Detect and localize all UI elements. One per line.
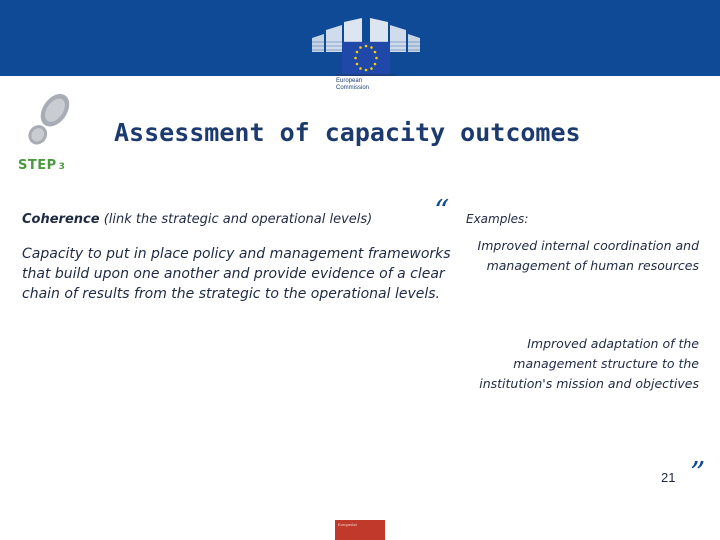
- step-number: 3: [58, 162, 66, 172]
- coherence-heading: [22, 212, 372, 227]
- europeaid-logo-text: EuropeAid: [338, 522, 357, 527]
- capacity-paragraph: Capacity to put in place policy and management frameworks that build upon one another and provide evidence of a clear chain of results from the strategic to the operational levels.: [22, 246, 451, 302]
- european-commission-label: European Commission: [336, 78, 370, 91]
- footprint-icon: [14, 82, 84, 152]
- coherence-bold: Coherence: [22, 212, 100, 227]
- page-number: 21: [661, 470, 676, 485]
- step-label: [18, 158, 65, 173]
- coherence-description: (link the strategic and operational levels): [99, 212, 373, 227]
- commission-building-icon: [304, 12, 428, 78]
- example-item: Improved internal coordination and management of human resources: [477, 238, 699, 273]
- examples-label: Examples:: [466, 212, 529, 226]
- page-title: Assessment of capacity outcomes: [114, 118, 581, 147]
- example-item: Improved adaptation of the management structure to the institution's mission and objectives: [479, 336, 699, 391]
- close-quote-icon: ”: [690, 456, 706, 491]
- open-quote-icon: “: [434, 194, 450, 229]
- europeaid-logo: [335, 520, 385, 540]
- step-word: STEP: [18, 158, 57, 173]
